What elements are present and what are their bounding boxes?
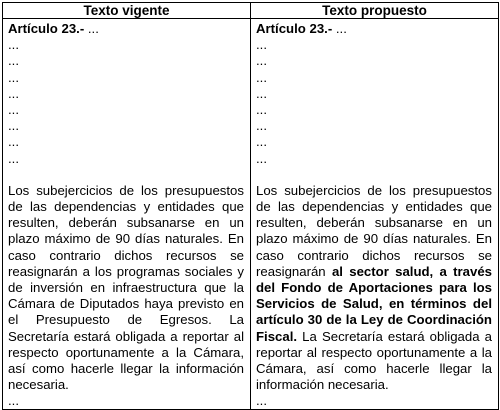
ellipsis-line: ... [8,134,19,150]
proposed-article-heading [256,21,492,37]
current-text-cell [3,19,251,410]
proposed-paragraph [256,183,492,394]
ellipsis-line: ... [256,85,267,101]
ellipsis-line: ... [256,102,267,118]
ellipsis-line: ... [256,118,267,134]
comparison-table [2,2,499,410]
ellipsis-line: ... [256,69,267,85]
ellipsis-line: ... [256,134,267,150]
ellipsis-line: ... [8,150,19,166]
current-article-title: Artículo 23.- [8,21,85,36]
content-row [3,19,499,410]
current-article-heading [8,21,244,37]
header-proposed-text: Texto propuesto [251,3,499,19]
proposed-article-ellipsis: ... [332,21,347,36]
current-trailing-ellipsis: ... [8,392,19,408]
spacer [8,167,244,183]
proposed-paragraph-start: Los subejercicios de los presupuestos de las dependencias y entidades que resulten, deberán subsanarse en un plazo máximo de 90 días naturales. En caso contrario dichos recursos se reasignarán [256,182,492,279]
header-row [3,3,499,19]
ellipsis-line: ... [8,102,19,118]
ellipsis-line: ... [8,37,19,53]
spacer [256,167,492,183]
ellipsis-line: ... [256,37,267,53]
proposed-paragraph-end: La Secretaría estará obligada a reportar al respecto oportunamente a la Cámara, así como hacerle llegar la información necesaria. [256,328,492,393]
ellipsis-line: ... [8,53,19,69]
ellipsis-line: ... [8,118,19,134]
proposed-trailing-ellipsis: ... [256,392,267,408]
proposed-article-title: Artículo 23.- [256,21,333,36]
proposed-paragraph-bold: al sector salud, a través del Fondo de Aportaciones para los Servicios de Salud, en términos del artículo 30 de la Ley de Coordinación Fiscal. [256,263,493,344]
ellipsis-line: ... [8,85,19,101]
header-current-text: Texto vigente [3,3,251,19]
ellipsis-line: ... [256,53,267,69]
ellipsis-line: ... [256,150,267,166]
proposed-text-cell [251,19,499,410]
current-paragraph: Los subejercicios de los presupuestos de las dependencias y entidades que resulten, deberán subsanarse en un plazo máximo de 90 días naturales. En caso contrario dichos recursos se reasignarán a los programas sociales y de inversión en infraestructura que la Cámara de Diputados haya previsto en el Presupuesto de Egresos. La Secretaría estará obligada a reportar al respecto oportunamente a la Cámara, así como hacerle llegar la información necesaria. [8,182,244,393]
ellipsis-line: ... [8,69,19,85]
current-article-ellipsis: ... [84,21,99,36]
